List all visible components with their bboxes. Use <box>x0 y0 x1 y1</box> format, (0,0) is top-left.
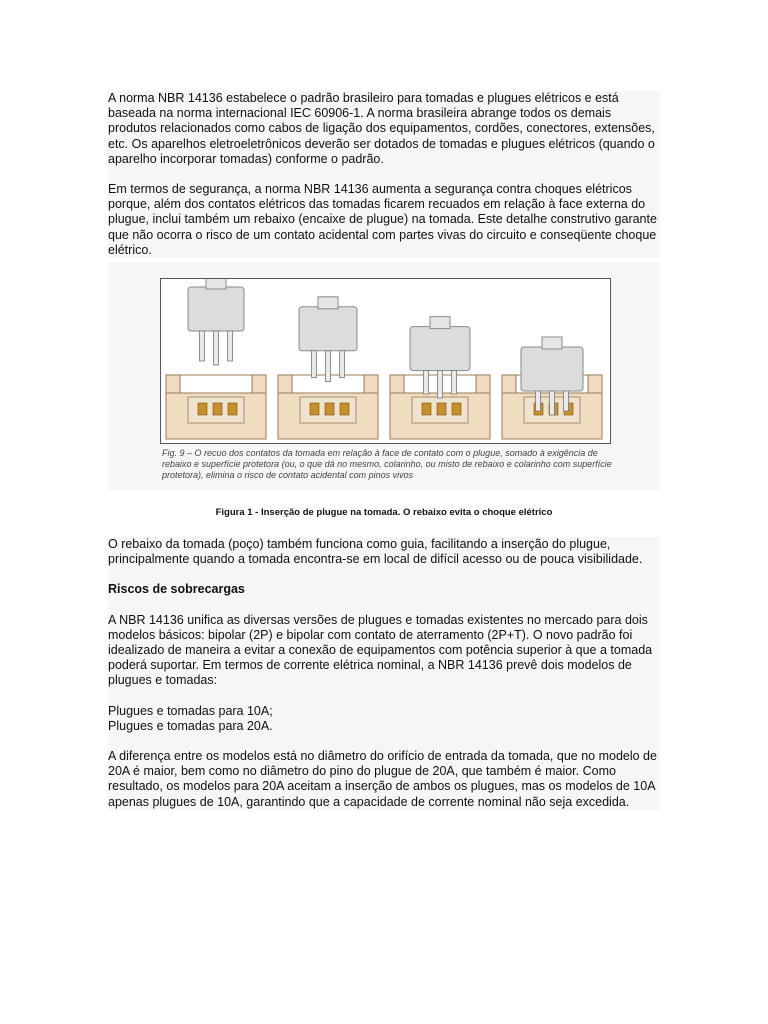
paragraph-safety: Em termos de segurança, a norma NBR 14136 aumenta a segurança contra choques elétricos porque, além dos contatos elétricos das tomadas ficarem recuados em relação à face externa do plugue, inclui também um rebaixo (encaixe de plugue) na tomada. Este detalhe construtivo garante que não ocorra o risco de um contato acidental com partes vivas do circuito e conseqüente choque elétrico. <box>108 182 657 257</box>
plug-pin <box>438 371 443 398</box>
plug-pin <box>312 351 317 378</box>
brass-contact <box>452 403 461 415</box>
plug-cable-boot <box>318 297 338 309</box>
plug-body <box>521 347 583 391</box>
plug-cable-boot <box>206 279 226 289</box>
figure-title: Figura 1 - Inserção de plugue na tomada. O rebaixo evita o choque elétrico <box>215 507 553 518</box>
brass-contact <box>422 403 431 415</box>
list-item-10a: Plugues e tomadas para 10A; <box>108 703 273 718</box>
section-heading: Riscos de sobrecargas <box>108 582 245 597</box>
plug-pin <box>550 391 555 415</box>
brass-contact <box>213 403 222 415</box>
plug-pin <box>228 331 233 361</box>
brass-contact <box>228 403 237 415</box>
plug-body <box>299 307 357 351</box>
brass-contact <box>310 403 319 415</box>
figure-illustration <box>160 278 611 444</box>
socket-recess <box>180 375 252 393</box>
plug-cable-boot <box>430 317 450 329</box>
paragraph-diameter: A diferença entre os modelos está no diâmetro do orifício de entrada da tomada, que no modelo de 20A é maior, bem como no diâmetro do pino do plugue de 20A, que também é maior. Como resultado, os modelos para 20A aceitam a inserção de ambos os plugues, mas os modelos de 10A apenas plugues de 10A, garantindo que a capacidade de corrente nominal não seja excedida. <box>108 749 657 809</box>
plug-body <box>410 327 470 371</box>
brass-contact <box>340 403 349 415</box>
figure-inner-caption: Fig. 9 – O recuo dos contatos da tomada em relação à face de contato com o plugue, somado à exigência de rebaixo e superfície protetora (ou, o que dá no mesmo, colarinho, ou misto de rebaixo e colarinho com superfície protetora), elimina o risco de contato acidental com pinos vivos <box>162 448 612 480</box>
plug-pin <box>214 331 219 365</box>
plug-insertion-diagram <box>161 279 610 443</box>
paragraph-nbr-standard: A norma NBR 14136 estabelece o padrão brasileiro para tomadas e plugues elétricos e está baseada na norma internacional IEC 60906-1. A norma brasileira abrange todos os demais produtos relacionados como cabos de ligação dos equipamentos, cordões, conectores, extensões, etc. Os aparelhos eletroeletrônicos deverão ser dotados de tomadas e plugues elétricos (quando o aparelho incorporar tomadas) conforme o padrão. <box>108 91 655 166</box>
plug-pin <box>536 391 541 411</box>
plug-pin <box>200 331 205 361</box>
plug-body <box>188 287 244 331</box>
figure-panel <box>108 262 660 490</box>
list-item-20a: Plugues e tomadas para 20A. <box>108 718 273 733</box>
plug-pin <box>564 391 569 411</box>
plug-cable-boot <box>542 337 562 349</box>
paragraph-unification: A NBR 14136 unifica as diversas versões de plugues e tomadas existentes no mercado para dois modelos básicos: bipolar (2P) e bipolar com contato de aterramento (2P+T). O novo padrão foi idealizado de maneira a evitar a conexão de equipamentos com potência superior à que a tomada poderá suportar. Em termos de corrente elétrica nominal, a NBR 14136 prevê dois modelos de plugues e tomadas: <box>108 612 653 688</box>
intro-text-block <box>108 91 660 258</box>
plug-pin <box>340 351 345 378</box>
brass-contact <box>198 403 207 415</box>
paragraph-recess-guide: O rebaixo da tomada (poço) também funciona como guia, facilitando a inserção do plugue, principalmente quando a tomada encontra-se em local de difícil acesso ou de pouca visibilidade. <box>108 537 643 567</box>
body-text-block <box>108 537 660 810</box>
plug-pin <box>326 351 331 382</box>
plug-pin <box>424 371 429 394</box>
plug-pin <box>452 371 457 394</box>
brass-contact <box>437 403 446 415</box>
brass-contact <box>325 403 334 415</box>
